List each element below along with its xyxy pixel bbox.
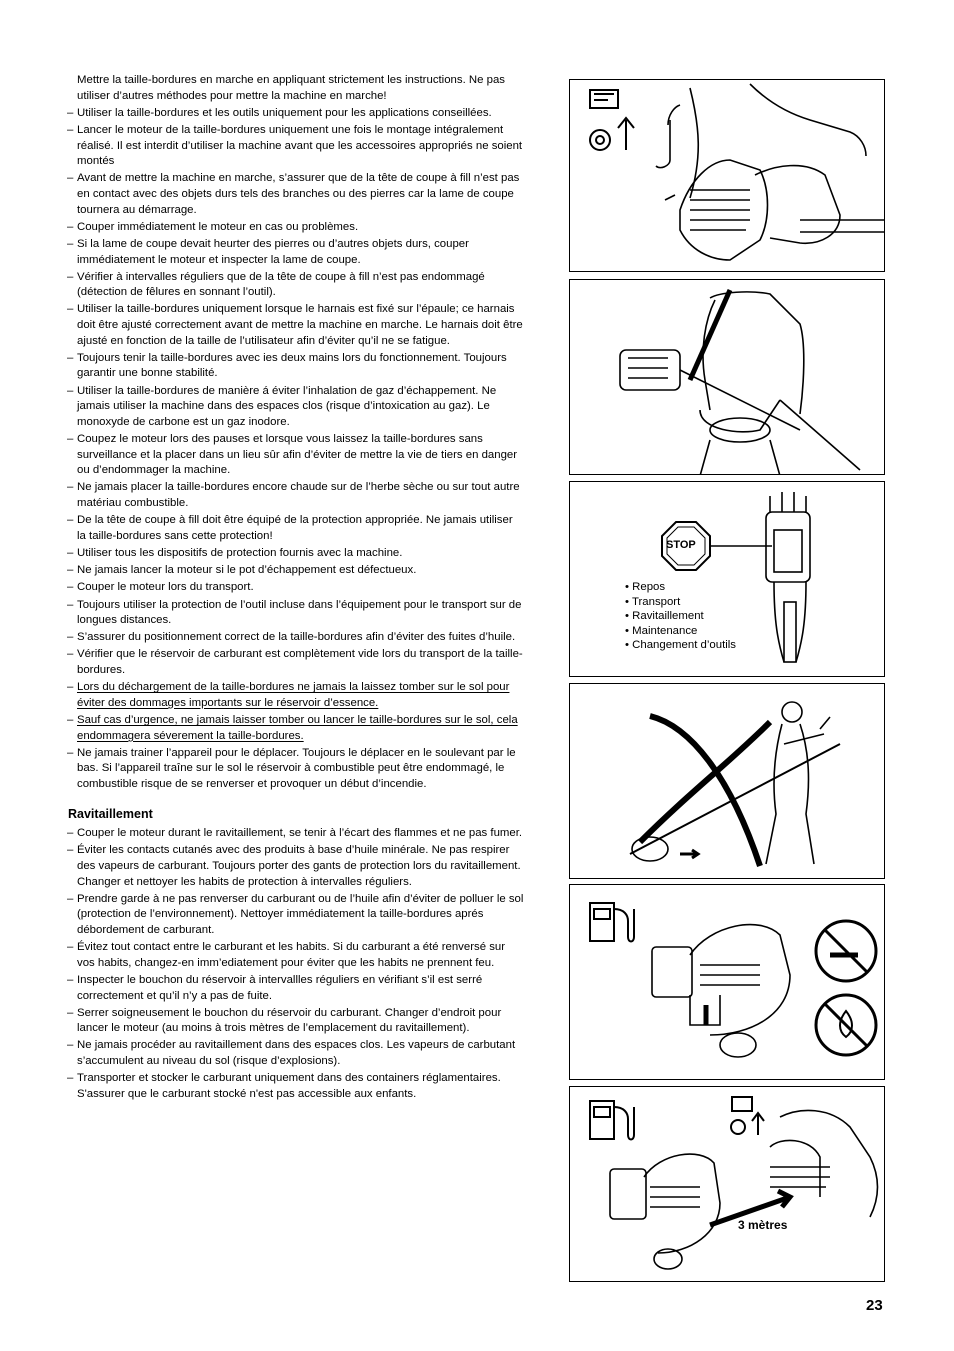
instruction-text: S’assurer du positionnement correct de la taille-bordures afin d’éviter des fuites d’huile. [77,631,516,644]
instruction-item [66,480,524,511]
instruction-item [66,106,524,122]
no-smoking-icon [816,921,876,981]
stop-reasons-list [625,580,736,653]
instruction-text: Sauf cas d’urgence, ne jamais laisser tomber ou lancer le taille-bordures sur le sol, cela endommagera séverement la taille-bordures. [77,714,518,742]
instruction-item [66,513,524,544]
stop-reason-item: • Transport [625,595,681,608]
dash-bullet: – [67,1006,74,1019]
instruction-item [66,302,524,349]
illustration-start-engine [569,79,885,272]
instruction-text: Couper immédiatement le moteur en cas ou problèmes. [77,220,359,233]
dash-bullet: – [67,598,74,611]
instruction-item [66,1006,524,1037]
dash-bullet: – [67,384,74,397]
dash-bullet: – [67,844,74,857]
stop-reason-item: • Repos [625,581,666,593]
instruction-item [66,171,524,218]
instruction-item [66,432,524,479]
dash-bullet: – [67,648,74,661]
dash-bullet: – [67,172,74,185]
dash-bullet: – [67,581,74,594]
illustration-refueling [569,884,885,1080]
dash-bullet: – [67,941,74,954]
instruction-text: Utiliser tous les dispositifs de protection fournis avec la machine. [77,546,403,559]
instruction-text: Couper le moteur durant le ravitaillement, se tenir à l’écart des flammes et ne pas fumer. [77,827,523,840]
illustration-harness [569,279,885,475]
dash-bullet: – [67,714,74,727]
stop-reason-item: • Maintenance [625,624,698,637]
instruction-item [66,973,524,1004]
dash-bullet: – [67,564,74,577]
instruction-text: Vérifier que le réservoir de carburant est complètement vide lors du transport de la taille-bordures. [77,648,523,677]
dash-bullet: – [67,546,74,559]
dash-bullet: – [67,433,74,445]
stop-reason-item: • Ravitaillement [625,610,704,622]
instruction-text: De la tête de coupe à fill doit être équipé de la protection appropriée. Ne jamais utiliser la taille-bordures sans cette protection! [77,514,513,542]
instruction-text: Évitez tout contact entre le carburant et les habits. Si du carburant a été renversé sur vos habits, changez-en imm’ediatement pour éviter que les habits ne prennent feu. [77,941,506,969]
instruction-text: Utiliser la taille-bordures uniquement lorsque le harnais est fixé sur l’épaule; ce harnais doit être ajusté correctement avant de mettre la machine en marche. Le harnais doit être ajusté en fonction de la taille de l’utilisateur afin d’éviter qu’il ne se fatigue. [77,303,523,347]
instruction-text: Ne jamais lancer la moteur si le pot d’échappement est défectueux. [77,564,417,577]
dash-bullet: – [67,481,74,494]
dash-bullet: – [67,303,74,316]
fuel-pump-icon [590,903,634,942]
instruction-text: Lancer le moteur de la taille-bordures uniquement une fois le montage intégralement réalisé. Il est interdit d’utiliser la machine avant que les accessoires appropriés ne soient montés [77,123,523,168]
instruction-item [66,843,524,890]
instruction-text: Ne jamais placer la taille-bordures encore chaude sur de l’herbe sèche ou sur tout autre matériau combustible. [77,481,520,509]
refueling-instructions-list [66,826,524,1102]
dash-bullet: – [67,973,74,986]
instruction-text: Ne jamais trainer l’appareil pour le déplacer. Toujours le déplacer en le soulevant par le bas. Si l’appareil traîne sur le sol le réservoir à combustible peut être endommagé, le combustible risque de se renverser et provoquer un début d’incendie. [77,746,516,790]
distance-label: 3 mètres [738,1218,788,1232]
instruction-text: Éviter les contacts cutanés avec des produits à base d’huile minérale. Ne pas respirer des vapeurs de carburant. Toujours porter des gants de protection lors du ravitaillement. Changer et nettoyer les habits de protection à intervalles réguliers. [77,844,521,888]
stop-sign-label: STOP [666,539,696,551]
illustration-three-metres [569,1086,885,1282]
instruction-text: Transporter et stocker le carburant uniquement dans des containers réglamentaires. S'assurer que le carburant stocké n'est pas accessible aux enfants. [77,1072,501,1100]
instructions-column [66,73,524,1104]
instruction-item [66,351,524,382]
dash-bullet: – [67,351,74,364]
dash-bullet: – [67,514,74,527]
dash-bullet: – [67,123,74,136]
instruction-text: Ne jamais procéder au ravitaillement dans des espaces clos. Les vapeurs de carbutant s’accumulent au niveau du sol (risque d’explosions). [77,1039,516,1068]
no-flame-icon [816,995,876,1055]
instruction-item [66,270,524,301]
instruction-item [66,563,524,579]
instruction-text: Toujours utiliser la protection de l’outil incluse dans l’équipement pour le transport sur de longues distances. [77,598,522,627]
instruction-text: Lors du déchargement de la taille-bordures ne jamais la laissez tomber sur le sol pour éviter des dommages importants sur le réservoir d’essence. [77,681,510,709]
instruction-text: Utiliser la taille-bordures de manière á éviter l’inhalation de gaz d’échappement. Ne jamais utiliser la machine dans des espaces clos (risque d’intoxication au gaz). Le monoxyde de carbone est un gaz inodore. [77,384,497,428]
instruction-text: Prendre garde à ne pas renverser du carburant ou de l’huile afin d’éviter de polluer le sol (protection de l’environnement). Nettoyer immédiatement la taille-bordures aprés débordement de carburant. [77,892,524,936]
instruction-item [66,940,524,971]
instruction-item [66,1038,524,1069]
instruction-item [66,384,524,431]
instruction-text: Mettre la taille-bordures en marche en appliquant strictement les instructions. Ne pas utiliser d’autres méthodes pour mettre la machine en marche! [77,74,505,102]
dash-bullet: – [67,1039,74,1052]
instruction-item [66,630,524,646]
safety-instructions-list [66,73,524,793]
instruction-text: Si la lame de coupe devait heurter des pierres ou d’autres objets durs, couper immédiatement le moteur et inspecter la lame de coupe. [77,237,469,266]
instruction-item [66,1071,524,1102]
dash-bullet: – [67,892,74,905]
instruction-text: Utiliser la taille-bordures et les outils uniquement pour les applications conseillées. [77,106,492,119]
instruction-item [66,220,524,236]
dash-bullet: – [67,746,74,759]
instruction-text: Toujours tenir la taille-bordures avec ies deux mains lors du fonctionnement. Toujours garantir une bonne stabilité. [77,351,507,380]
start-engine-icon [590,90,634,150]
instruction-item [66,598,524,629]
instruction-text: Vérifier à intervalles réguliers que de la tête de coupe à fill n’est pas endommagé (détection de fêlures en sonnant l’outil). [77,270,485,299]
dash-bullet: – [67,1072,74,1085]
instruction-item [66,713,524,744]
instruction-text: Couper le moteur lors du transport. [77,581,254,594]
illustration-do-not-drag [569,683,885,879]
dash-bullet: – [67,237,74,250]
instruction-item [66,73,524,104]
instruction-item [66,647,524,678]
dash-bullet: – [67,106,74,119]
start-engine-icon-small [731,1097,764,1135]
section-title-ravitaillement: Ravitaillement [68,806,153,821]
instruction-item [66,680,524,711]
stop-reason-item: • Changement d’outils [625,639,736,651]
instruction-text: Coupez le moteur lors des pauses et lorsque vous laissez la taille-bordures sans surveillance et la placer dans un lieu sûr afin d’éviter de mettre la vie de tiers en danger ou d’endommager la machine. [77,433,518,477]
instruction-item [66,580,524,596]
dash-bullet: – [67,270,74,283]
dash-bullet: – [67,681,74,694]
instruction-item [66,892,524,939]
fuel-pump-icon-small [590,1101,634,1140]
page-number: 23 [866,1297,883,1314]
instruction-item [66,546,524,562]
illustration-stop-switch [569,481,885,677]
instruction-item [66,826,524,842]
instruction-text: Serrer soigneusement le bouchon du réservoir du carburant. Changer d’endroit pour lancer le moteur (au moins à trois mètres de l’emplacement du ravitaillement). [77,1006,502,1035]
dash-bullet: – [67,827,74,840]
instruction-text: Avant de mettre la machine en marche, s’assurer que de la tête de coupe à fill n’est pas en contact avec des objets durs tels des branches ou des pierres car la lame de coupe tournera au démarrage. [77,172,520,216]
dash-bullet: – [67,631,74,644]
instruction-item [66,746,524,793]
instruction-text: Inspecter le bouchon du réservoir à intervallles réguliers en vérifiant s’il est serré correctement et qu’il n’y a pas de fuite. [77,973,483,1002]
dash-bullet: – [67,220,74,233]
instruction-item [66,123,524,170]
instruction-item [66,237,524,268]
